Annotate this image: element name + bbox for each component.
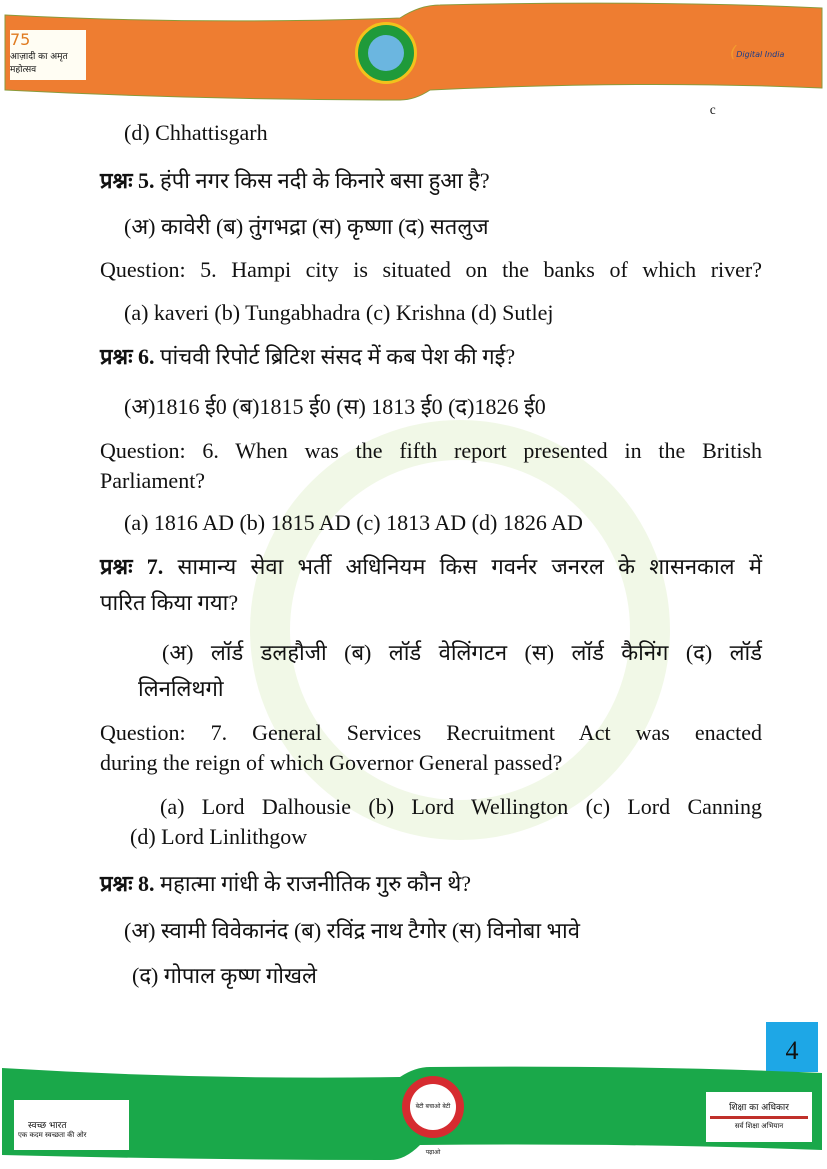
text-line [100,718,762,748]
line-text: (द) गोपाल कृष्ण गोखले [132,963,317,988]
text-line [124,298,553,328]
line-text: महात्मा गांधी के राजनीतिक गुरु कौन थे? [154,871,472,896]
line-text: पांचवी रिपोर्ट ब्रिटिश संसद में कब पेश की गई? [154,344,516,369]
logo-text: Digital India [736,50,785,59]
text-line [130,822,307,852]
text-line [160,792,762,822]
line-text: (अ) लॉर्ड डलहौजी (ब) लॉर्ड वेलिंगटन (स) लॉर्ड कैनिंग (द) लॉर्ड [162,640,762,665]
text-line [124,916,580,946]
question-heading [100,869,471,899]
logo-text: बेटी बचाओ बेटी पढ़ाओ [410,1084,456,1130]
line-text: हंपी नगर किस नदी के किनारे बसा हुआ है? [154,168,490,193]
stray-mark: ᶜ [710,100,716,125]
question-heading [100,552,762,582]
text-line [100,588,238,618]
line-text: सामान्य सेवा भर्ती अधिनियम किस गवर्नर जनरल के शासनकाल में [163,554,762,579]
page-number: 4 [785,1036,799,1065]
question-heading [100,166,490,196]
logo-subtext: एक कदम स्वच्छता की ओर [18,1131,87,1139]
question-number: प्रश्नः 7. [100,554,164,579]
text-line [132,961,317,991]
line-text: (a) 1816 AD (b) 1815 AD (c) 1813 AD (d) 1826 AD [124,510,583,535]
line-text: (a) Lord Dalhousie (b) Lord Wellington (c) Lord Canning [160,794,762,819]
swachh-bharat-logo [14,1100,129,1150]
text-line [100,466,205,496]
text-line [124,212,489,242]
line-text: (अ) स्वामी विवेकानंद (ब) रविंद्र नाथ टैगोर (स) विनोबा भावे [124,918,580,943]
text-line [124,392,546,422]
text-line [162,638,762,668]
question-heading [100,342,515,372]
logo-text: स्वच्छ भारत [28,1121,67,1131]
line-text: Parliament? [100,468,206,493]
line-text: Question: 6. When was the fifth report presented in the British [100,438,762,463]
text-line [100,255,762,285]
line-text: (d) Chhattisgarh [124,120,268,145]
beti-bachao-logo [402,1076,464,1156]
line-text: (अ)1816 ई0 (ब)1815 ई0 (स) 1813 ई0 (द)1826 ई0 [124,394,546,419]
line-text: (अ) कावेरी (ब) तुंगभद्रा (स) कृष्णा (द) सतलुज [124,214,489,239]
text-line [138,674,224,704]
line-text: (a) kaveri (b) Tungabhadra (c) Krishna (d) Sutlej [124,300,554,325]
logo-subtext: सर्व शिक्षा अभियान [734,1122,784,1130]
text-line [100,436,762,466]
text-line [100,748,562,778]
emblem-logo [355,22,417,84]
line-text: Question: 7. General Services Recruitment Act was enacted [100,720,762,745]
azadi-ka-amrit-mahotsav-logo: 75 आज़ादी का अमृत महोत्सव [10,30,86,80]
line-text: (d) Lord Linlithgow [130,824,308,849]
question-number: प्रश्नः 5. [100,168,155,193]
logo-text: शिक्षा का अधिकार [729,1103,789,1113]
line-text: लिनलिथगो [138,676,224,701]
digital-india-logo: (Digital India [730,42,785,61]
text-line [124,508,583,538]
line-text: during the reign of which Governor General passed? [100,750,563,775]
line-text: पारित किया गया? [100,590,239,615]
question-number: प्रश्नः 6. [100,344,155,369]
logo-text: आज़ादी का अमृत महोत्सव [10,52,68,75]
question-number: प्रश्नः 8. [100,871,155,896]
text-line [124,118,268,148]
line-text: Question: 5. Hampi city is situated on the banks of which river? [100,257,762,282]
shiksha-ka-adhikar-logo [706,1092,812,1142]
